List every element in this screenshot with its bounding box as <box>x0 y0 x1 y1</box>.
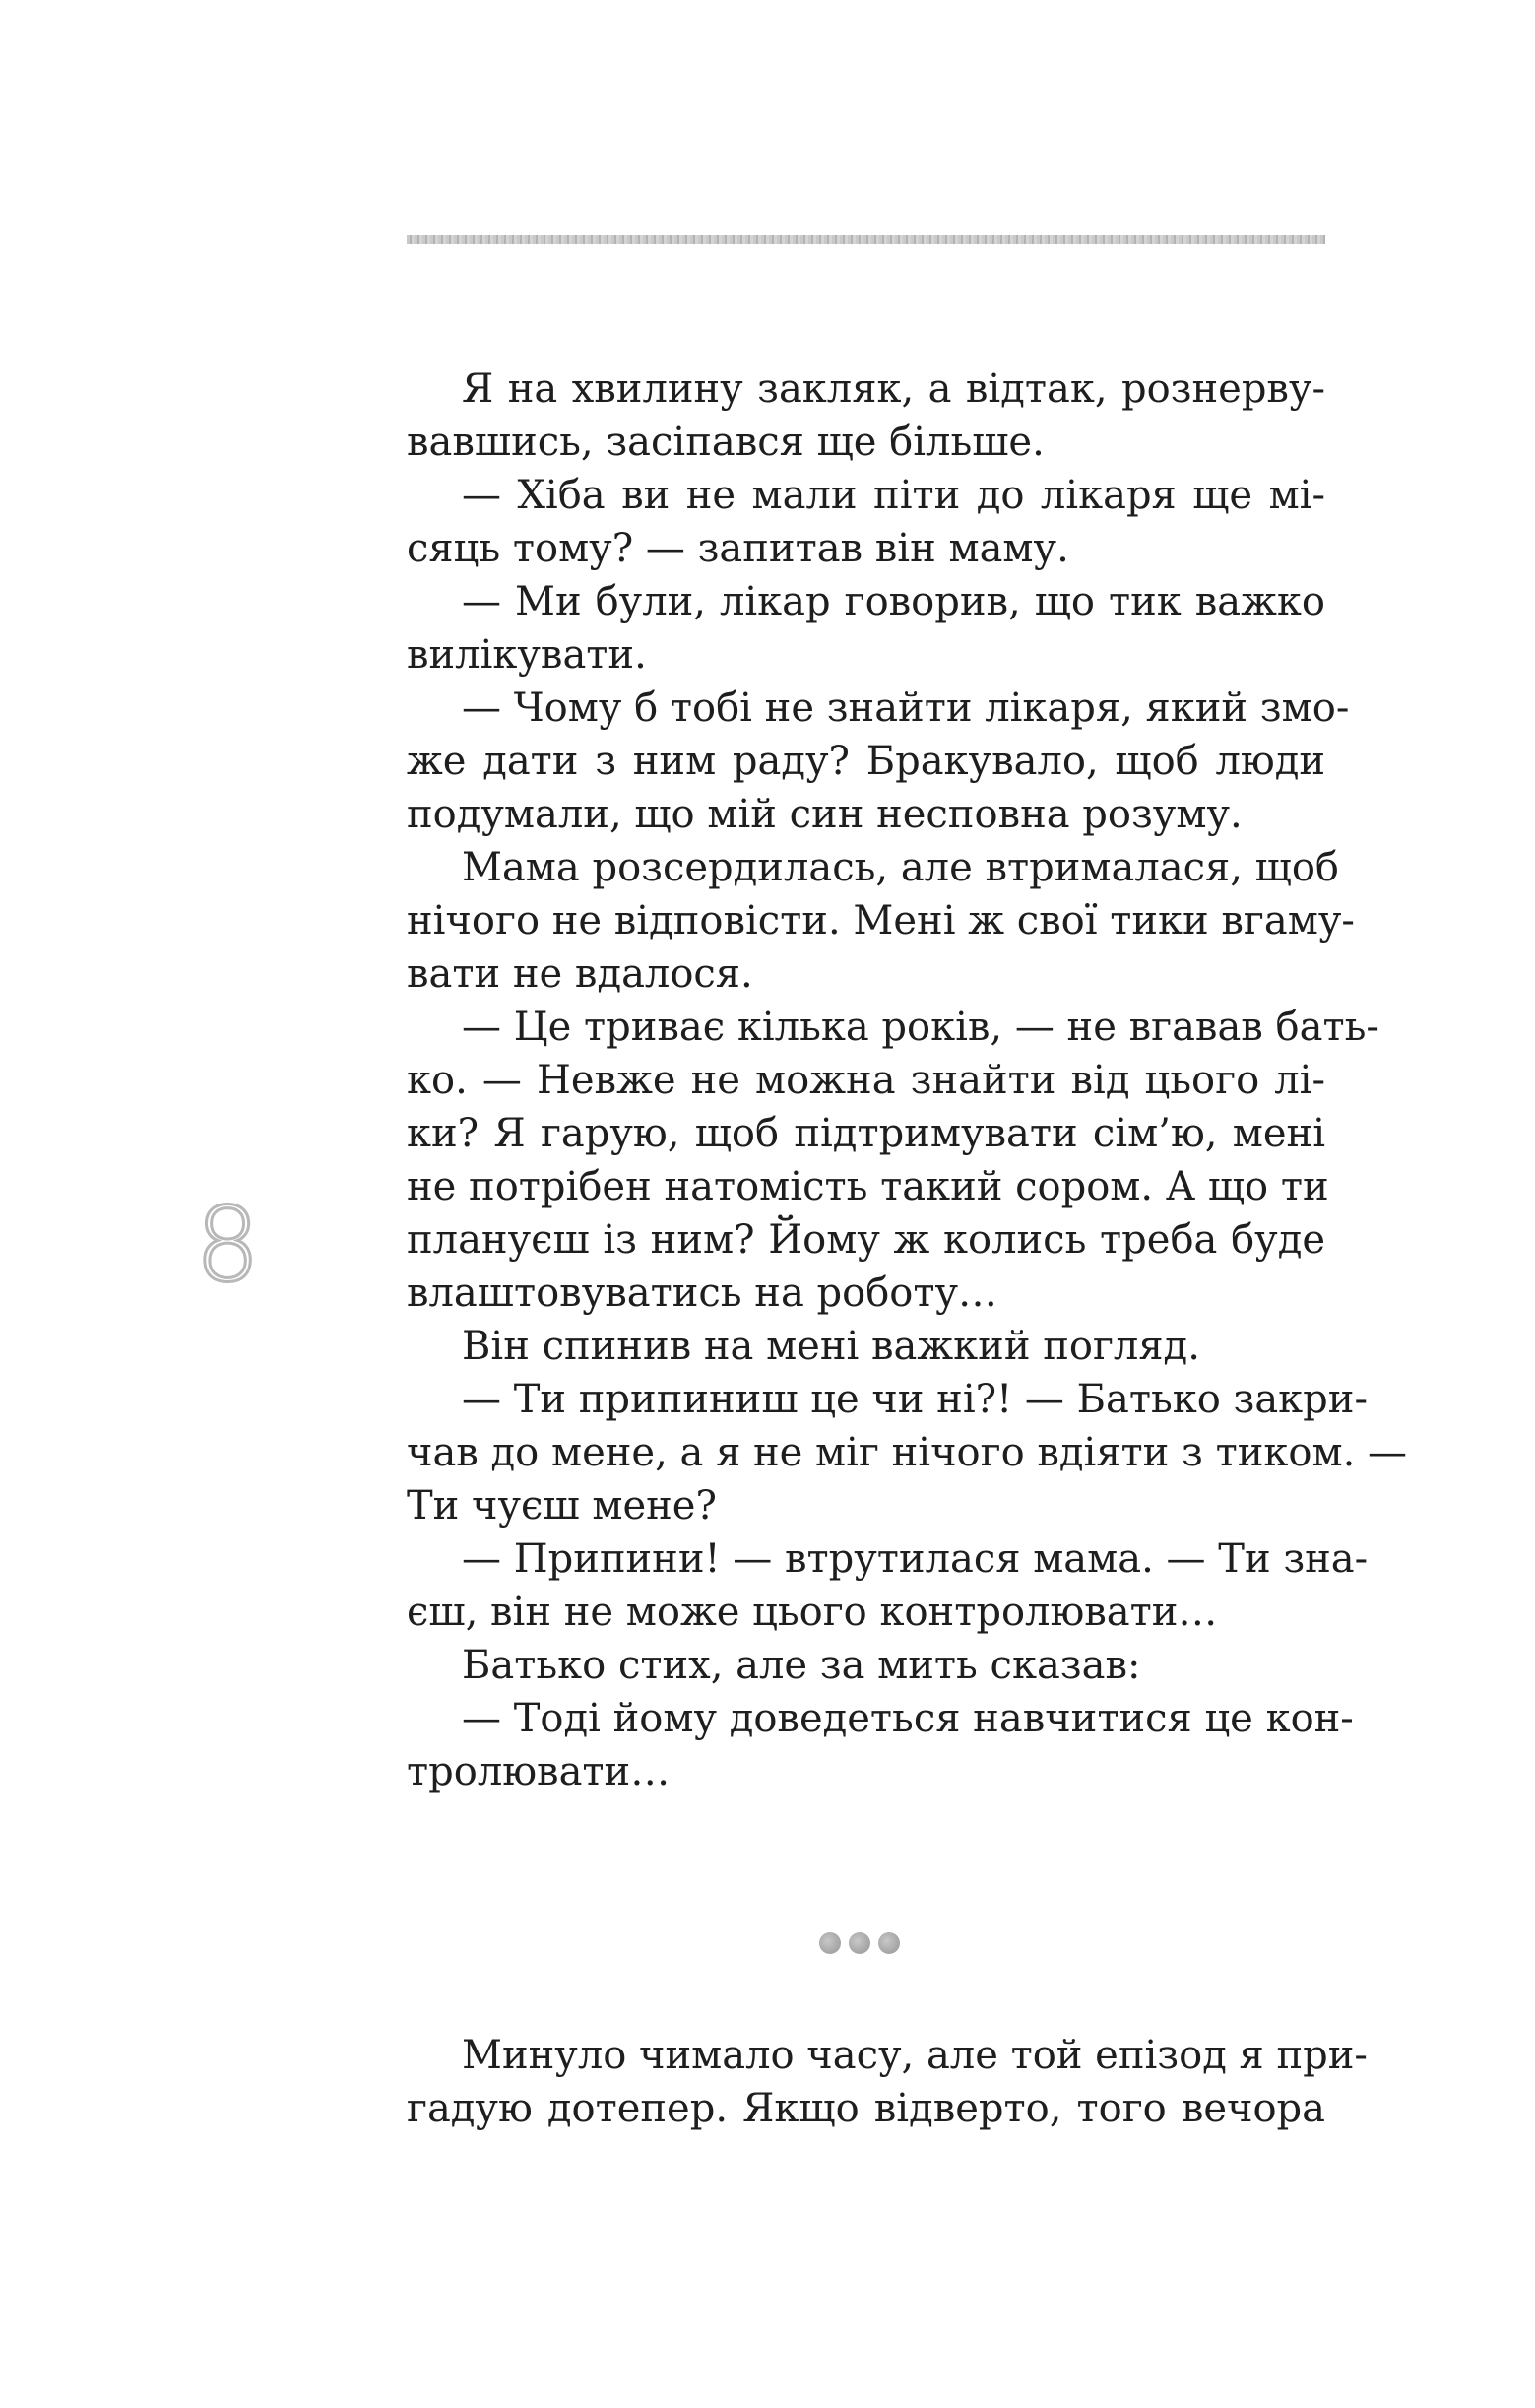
text-line: Ти чуєш мене? <box>407 1483 717 1529</box>
text-line: — Хіба ви не мали піти до лікаря ще мі- <box>462 473 1325 518</box>
text-line: Він спинив на мені важкий погляд. <box>462 1324 1200 1369</box>
dot-icon <box>878 1932 900 1954</box>
text-line: вавшись, засіпався ще більше. <box>407 420 1045 465</box>
text-line: вати не вдалося. <box>407 951 753 997</box>
three-dots-separator-icon <box>819 1932 900 1954</box>
text-line: Мама розсердилась, але втрималася, щоб <box>462 845 1340 890</box>
text-line: — Припини! — втрутилася мама. — Ти зна- <box>462 1536 1369 1582</box>
text-line: єш, він не може цього контролювати… <box>407 1590 1218 1635</box>
text-line: — Це триває кілька років, — не вгавав бать- <box>462 1005 1379 1050</box>
text-line: нічого не відповісти. Мені ж свої тики вгаму- <box>407 898 1355 944</box>
text-line: Батько стих, але за мить сказав: <box>462 1643 1141 1688</box>
text-line: Минуло чимало часу, але той епізод я при- <box>462 2033 1368 2078</box>
dot-icon <box>819 1932 841 1954</box>
text-line: же дати з ним раду? Бракувало, щоб люди <box>407 739 1325 784</box>
text-line: чав до мене, а я не міг нічого вдіяти з тиком. — <box>407 1430 1407 1475</box>
text-line: плануєш із ним? Йому ж колись треба буде <box>407 1217 1325 1263</box>
text-line: — Тоді йому доведеться навчитися це кон- <box>462 1696 1354 1741</box>
text-line: — Чому б тобі не знайти лікаря, який змо- <box>462 685 1350 731</box>
continuation-text <box>407 2029 1368 2135</box>
text-line: ки? Я гарую, щоб підтримувати сім’ю, мені <box>407 1111 1325 1156</box>
text-line: вилікувати. <box>407 632 647 678</box>
page-number: 8 <box>195 1185 261 1305</box>
text-line: подумали, що мій син несповна розуму. <box>407 792 1243 837</box>
text-line: сяць тому? — запитав він маму. <box>407 526 1069 571</box>
text-line: ко. — Невже не можна знайти від цього лі- <box>407 1058 1325 1103</box>
text-line: не потрібен натомість такий сором. А що ти <box>407 1164 1329 1209</box>
text-line: — Ти припиниш це чи ні?! — Батько закри- <box>462 1377 1368 1422</box>
main-text <box>407 362 1407 1798</box>
text-line: Я на хвилину закляк, а відтак, рознерву- <box>462 366 1325 412</box>
top-rule <box>407 235 1325 244</box>
text-line: влаштовуватись на роботу… <box>407 1270 998 1316</box>
text-line: гадую дотепер. Якщо відверто, того вечора <box>407 2086 1325 2131</box>
dot-icon <box>849 1932 870 1954</box>
text-line: — Ми були, лікар говорив, що тик важко <box>462 579 1325 624</box>
text-line: тролювати… <box>407 1749 671 1794</box>
